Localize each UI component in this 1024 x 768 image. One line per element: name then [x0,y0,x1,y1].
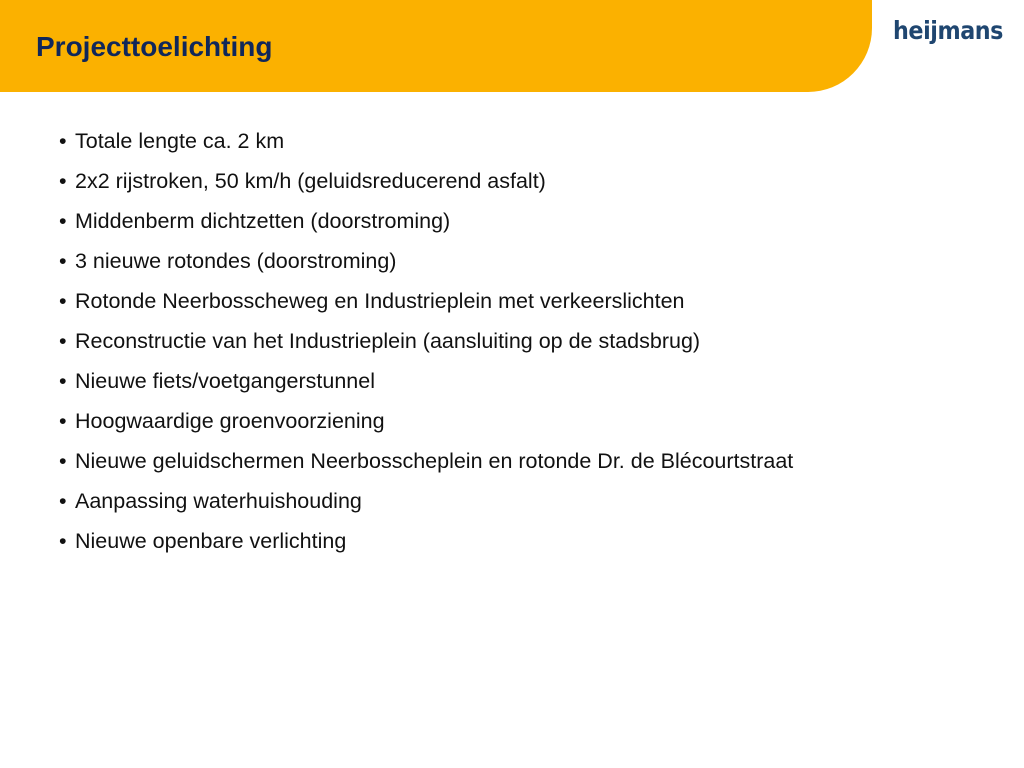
list-item [59,521,793,561]
bullet-icon: • [59,529,67,553]
bullet-icon: • [59,449,67,473]
bullet-icon: • [59,209,67,233]
list-item [59,481,793,521]
list-item [59,441,793,481]
list-item-text: Nieuwe geluidschermen Neerbosscheplein en rotonde Dr. de Blécourtstraat [75,449,794,473]
list-item-text: Hoogwaardige groenvoorziening [75,409,385,433]
bullet-list [59,121,793,561]
bullet-icon: • [59,289,67,313]
bullet-icon: • [59,169,67,193]
heijmans-logo [893,14,1005,46]
bullet-icon: • [59,489,67,513]
list-item-text: Middenberm dichtzetten (doorstroming) [75,209,451,233]
slide-title: Projecttoelichting [36,31,273,62]
logo-text: heijmans [893,16,1003,45]
bullet-icon: • [59,249,67,273]
list-item-text: Reconstructie van het Industrieplein (aansluiting op de stadsbrug) [75,329,701,353]
list-item-text: 2x2 rijstroken, 50 km/h (geluidsreducerend asfalt) [75,169,546,193]
list-item [59,321,793,361]
bullet-icon: • [59,409,67,433]
list-item [59,401,793,441]
list-item [59,201,793,241]
list-item-text: Nieuwe openbare verlichting [75,529,347,553]
list-item-text: Aanpassing waterhuishouding [75,489,362,513]
list-item [59,121,793,161]
list-item [59,281,793,321]
list-item-text: Totale lengte ca. 2 km [75,129,285,153]
list-item [59,161,793,201]
list-item-text: Rotonde Neerbosscheweg en Industrieplein met verkeerslichten [75,289,685,313]
list-item-text: 3 nieuwe rotondes (doorstroming) [75,249,397,273]
bullet-icon: • [59,329,67,353]
bullet-icon: • [59,369,67,393]
list-item [59,361,793,401]
list-item [59,241,793,281]
bullet-icon: • [59,129,67,153]
list-item-text: Nieuwe fiets/voetgangerstunnel [75,369,375,393]
